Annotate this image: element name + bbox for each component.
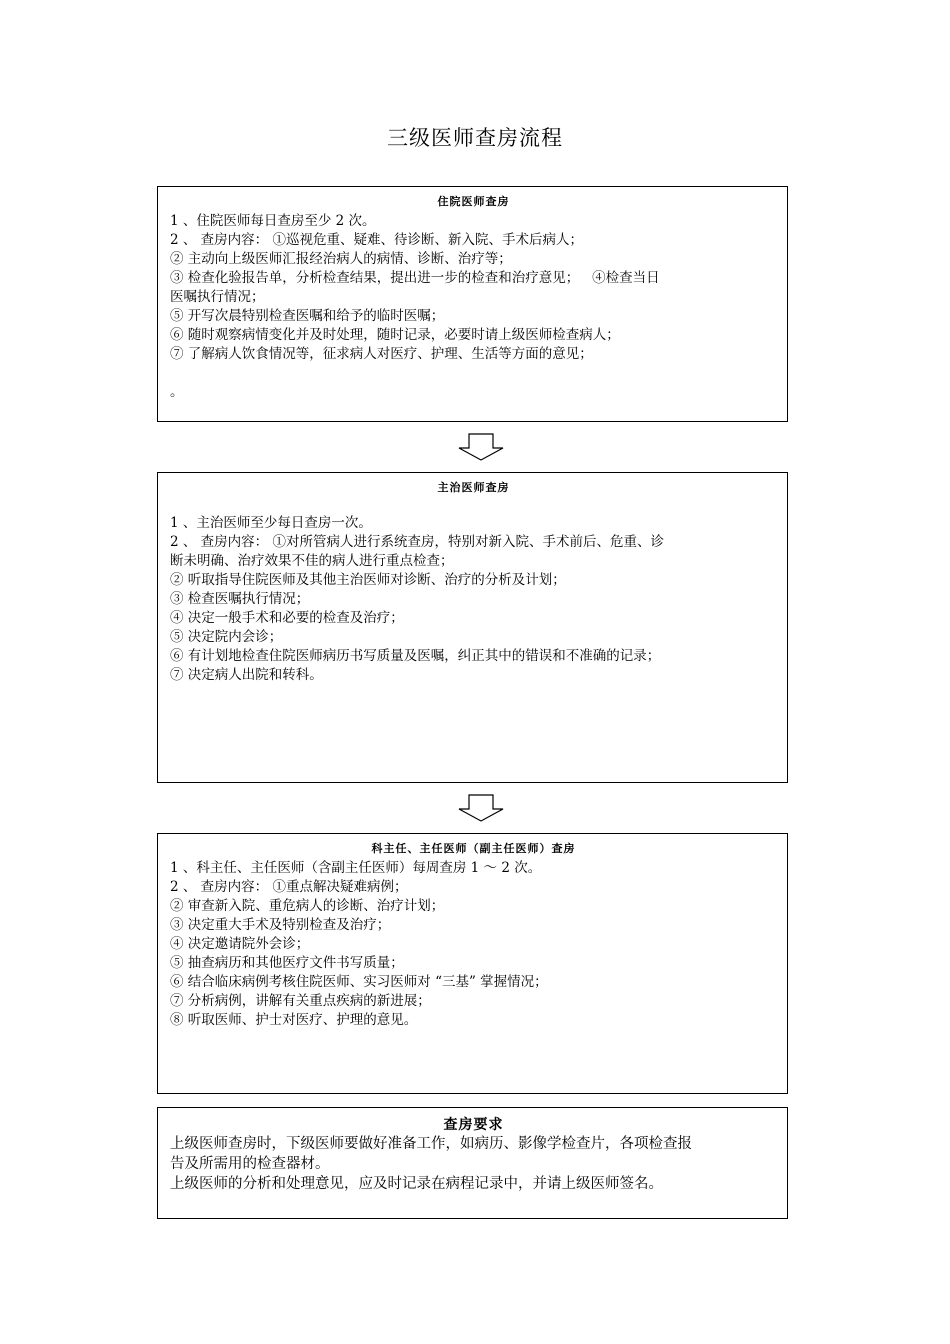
section-title: 科主任、主任医师（副主任医师）查房 [371,842,576,855]
text-line: 1 、住院医师每日查房至少 2 次。 [170,213,376,229]
text-line: 上级医师的分析和处理意见，应及时记录在病程记录中，并请上级医师签名。 [170,1176,663,1192]
chief-rounds-box [157,833,788,1094]
down-arrow-icon [457,433,505,461]
text-line: 上级医师查房时，下级医师要做好准备工作，如病历、影像学检查片，各项检查报 [170,1136,692,1152]
text-line: 1 、主治医师至少每日查房一次。 [170,515,372,531]
text-line: 。 [170,384,184,400]
text-line: ⑥ 结合临床病例考核住院医师、实习医师对 “三基” 掌握情况； [170,974,548,990]
text-line: ⑤ 开写次晨特别检查医嘱和给予的临时医嘱； [170,308,445,324]
text-line: 2 、 查房内容： ①重点解决疑难病例； [170,879,408,895]
text-line: ② 听取指导住院医师及其他主治医师对诊断、治疗的分析及计划； [170,572,566,588]
text-line: 断未明确、治疗效果不佳的病人进行重点检查； [170,553,454,569]
text-line: 2 、 查房内容： ①巡视危重、疑难、待诊断、新入院、手术后病人； [170,232,583,248]
text-line: ⑤ 抽查病历和其他医疗文件书写质量； [170,955,404,971]
section-title: 住院医师查房 [437,195,510,208]
attending-rounds-box [157,472,788,783]
text-line: ④ 决定邀请院外会诊； [170,936,310,952]
text-line: 2 、 查房内容： ①对所管病人进行系统查房，特别对新入院、手术前后、危重、诊 [170,534,664,550]
text-line: ④ 决定一般手术和必要的检查及治疗； [170,610,404,626]
page-title: 三级医师查房流程 [387,126,563,150]
text-line: ③ 检查医嘱执行情况； [170,591,310,607]
text-line: ⑥ 随时观察病情变化并及时处理，随时记录，必要时请上级医师检查病人； [170,327,620,343]
section-title: 主治医师查房 [437,481,510,494]
text-line: ⑦ 分析病例，讲解有关重点疾病的新进展； [170,993,431,1009]
text-line: ⑥ 有计划地检查住院医师病历书写质量及医嘱，纠正其中的错误和不准确的记录； [170,648,661,664]
resident-rounds-box [157,186,788,422]
text-line: ⑤ 决定院内会诊； [170,629,283,645]
text-line: 告及所需用的检查器材。 [170,1156,330,1172]
text-line: ⑦ 了解病人饮食情况等，征求病人对医疗、护理、生活等方面的意见； [170,346,593,362]
text-line: 1 、科主任、主任医师（含副主任医师）每周查房 1 ～ 2 次。 [170,860,542,876]
rounds-requirements-box [157,1107,788,1219]
text-line: ② 主动向上级医师汇报经治病人的病情、诊断、治疗等； [170,251,512,267]
text-line: ⑦ 决定病人出院和转科。 [170,667,323,683]
text-line: ② 审查新入院、重危病人的诊断、治疗计划； [170,898,445,914]
down-arrow-icon [457,794,505,822]
section-title: 查房要求 [443,1117,504,1133]
text-line: ⑧ 听取医师、护士对医疗、护理的意见。 [170,1012,418,1028]
text-line: 医嘱执行情况； [170,289,265,305]
text-line: ③ 检查化验报告单，分析检查结果，提出进一步的检查和治疗意见； ④检查当日 [170,270,660,286]
text-line: ③ 决定重大手术及特别检查及治疗； [170,917,391,933]
